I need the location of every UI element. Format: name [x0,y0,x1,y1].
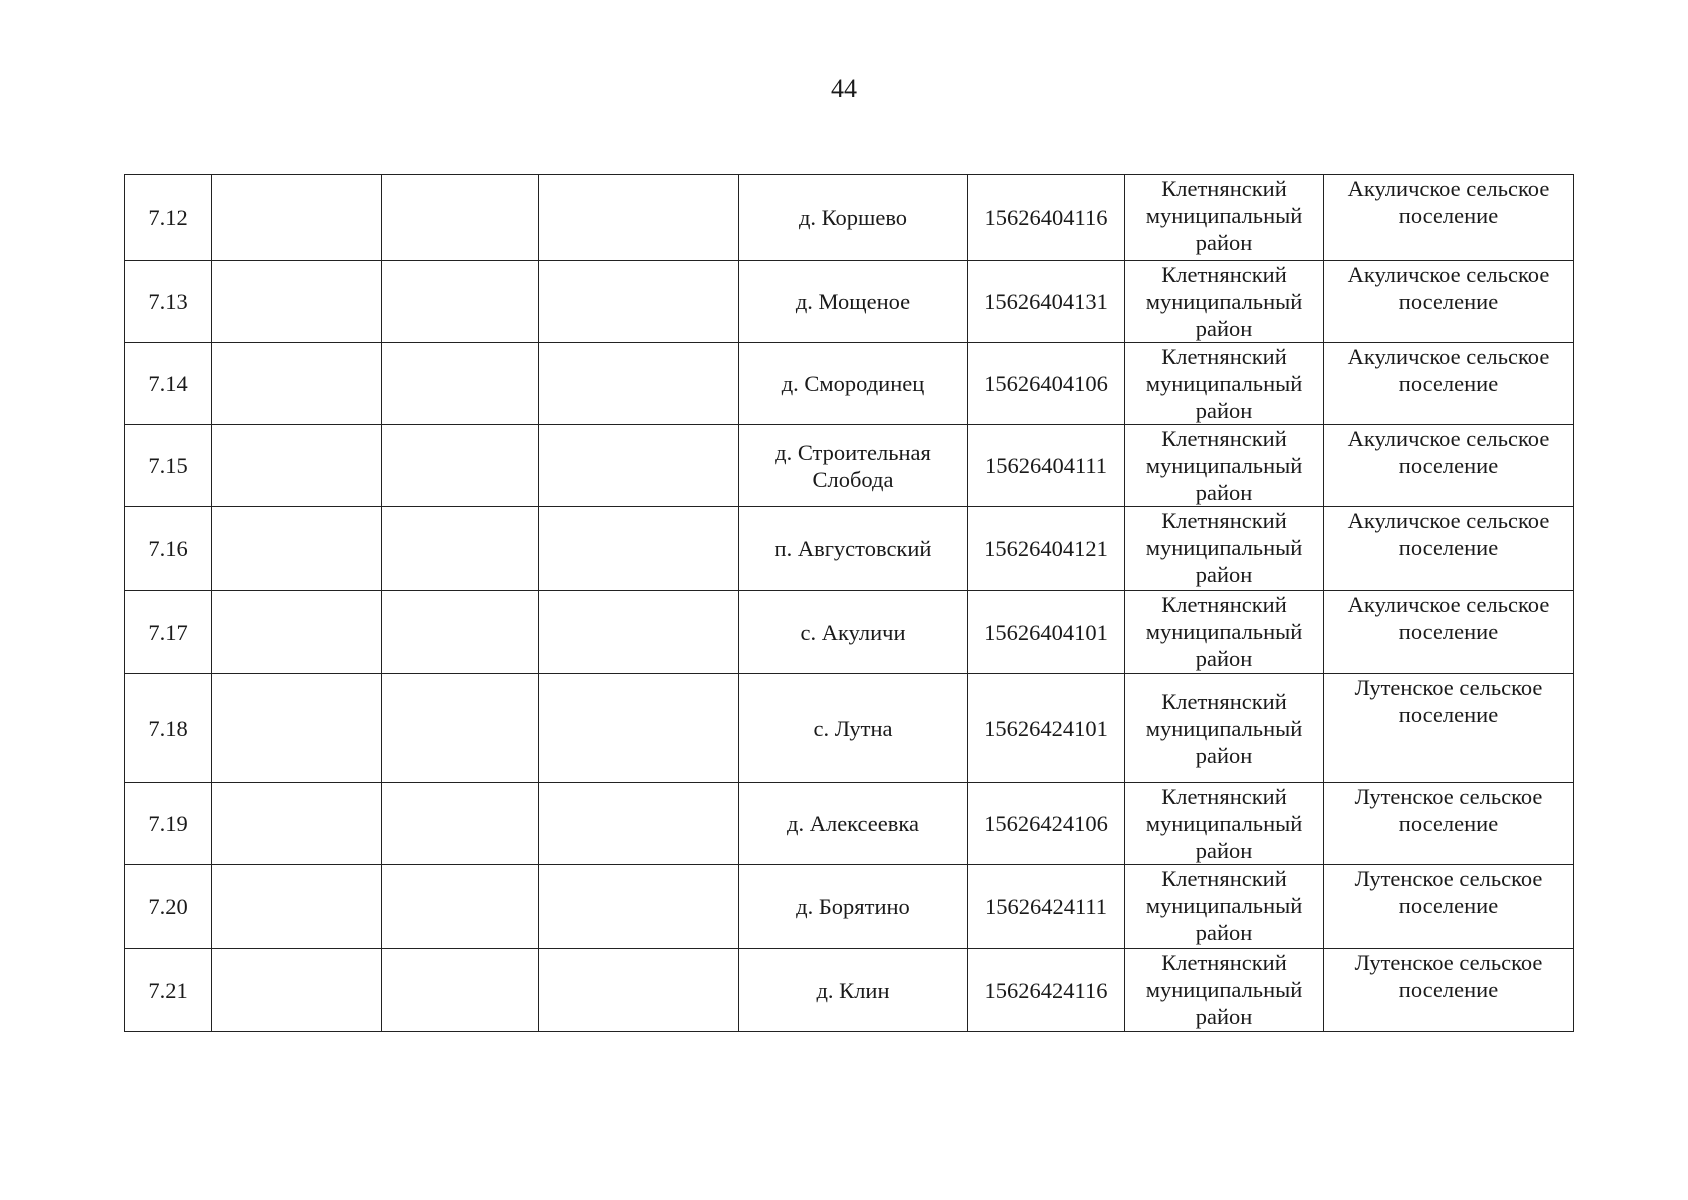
empty-cell [539,783,739,865]
empty-cell [212,591,382,674]
settlement-cell: Акуличское сельское поселение [1324,175,1574,261]
locality-cell: д. Борятино [739,865,968,949]
table-row [125,674,1574,783]
settlement-cell: Акуличское сельское поселение [1324,343,1574,425]
empty-cell [212,261,382,343]
table-row [125,591,1574,674]
district-cell: Клетнянский муниципальный район [1125,865,1324,949]
empty-cell [539,261,739,343]
code-cell: 15626424116 [968,949,1125,1032]
locality-cell: д. Строительная Слобода [739,425,968,507]
empty-cell [212,865,382,949]
settlement-cell: Акуличское сельское поселение [1324,507,1574,591]
page-number: 44 [831,74,857,103]
locality-cell: д. Клин [739,949,968,1032]
locality-cell: д. Алексеевка [739,783,968,865]
locality-cell: с. Акуличи [739,591,968,674]
empty-cell [212,674,382,783]
empty-cell [212,783,382,865]
settlement-cell: Лутенское сельское поселение [1324,865,1574,949]
district-cell: Клетнянский муниципальный район [1125,175,1324,261]
table-row [125,949,1574,1032]
table-row [125,783,1574,865]
code-cell: 15626404116 [968,175,1125,261]
locality-cell: д. Мощеное [739,261,968,343]
empty-cell [212,175,382,261]
table-body [125,175,1574,1032]
registry-table [124,174,1574,1032]
district-cell: Клетнянский муниципальный район [1125,343,1324,425]
district-cell: Клетнянский муниципальный район [1125,591,1324,674]
empty-cell [539,591,739,674]
table-row [125,343,1574,425]
row-number-cell: 7.20 [125,865,212,949]
row-number-cell: 7.19 [125,783,212,865]
code-cell: 15626424111 [968,865,1125,949]
code-cell: 15626404131 [968,261,1125,343]
empty-cell [382,425,539,507]
empty-cell [539,507,739,591]
empty-cell [382,343,539,425]
row-number-cell: 7.21 [125,949,212,1032]
empty-cell [539,949,739,1032]
district-cell: Клетнянский муниципальный район [1125,674,1324,783]
district-cell: Клетнянский муниципальный район [1125,949,1324,1032]
table-row [125,261,1574,343]
empty-cell [212,425,382,507]
empty-cell [212,343,382,425]
row-number-cell: 7.14 [125,343,212,425]
empty-cell [382,783,539,865]
row-number-cell: 7.17 [125,591,212,674]
empty-cell [539,343,739,425]
row-number-cell: 7.18 [125,674,212,783]
settlement-cell: Акуличское сельское поселение [1324,425,1574,507]
settlement-cell: Акуличское сельское поселение [1324,261,1574,343]
district-cell: Клетнянский муниципальный район [1125,783,1324,865]
locality-cell: д. Коршево [739,175,968,261]
row-number-cell: 7.12 [125,175,212,261]
settlement-cell: Акуличское сельское поселение [1324,591,1574,674]
empty-cell [539,674,739,783]
empty-cell [212,507,382,591]
code-cell: 15626404101 [968,591,1125,674]
code-cell: 15626424101 [968,674,1125,783]
empty-cell [212,949,382,1032]
code-cell: 15626404121 [968,507,1125,591]
empty-cell [382,865,539,949]
empty-cell [539,175,739,261]
settlement-cell: Лутенское сельское поселение [1324,949,1574,1032]
empty-cell [539,865,739,949]
empty-cell [382,591,539,674]
locality-cell: д. Смородинец [739,343,968,425]
settlement-cell: Лутенское сельское поселение [1324,783,1574,865]
empty-cell [382,674,539,783]
settlement-cell: Лутенское сельское поселение [1324,674,1574,783]
table-row [125,507,1574,591]
table-row [125,865,1574,949]
district-cell: Клетнянский муниципальный район [1125,507,1324,591]
code-cell: 15626424106 [968,783,1125,865]
empty-cell [382,175,539,261]
table-row [125,175,1574,261]
code-cell: 15626404111 [968,425,1125,507]
empty-cell [382,507,539,591]
locality-cell: п. Августовский [739,507,968,591]
empty-cell [382,949,539,1032]
row-number-cell: 7.16 [125,507,212,591]
district-cell: Клетнянский муниципальный район [1125,261,1324,343]
empty-cell [382,261,539,343]
row-number-cell: 7.15 [125,425,212,507]
district-cell: Клетнянский муниципальный район [1125,425,1324,507]
table-row [125,425,1574,507]
row-number-cell: 7.13 [125,261,212,343]
empty-cell [539,425,739,507]
code-cell: 15626404106 [968,343,1125,425]
locality-cell: с. Лутна [739,674,968,783]
